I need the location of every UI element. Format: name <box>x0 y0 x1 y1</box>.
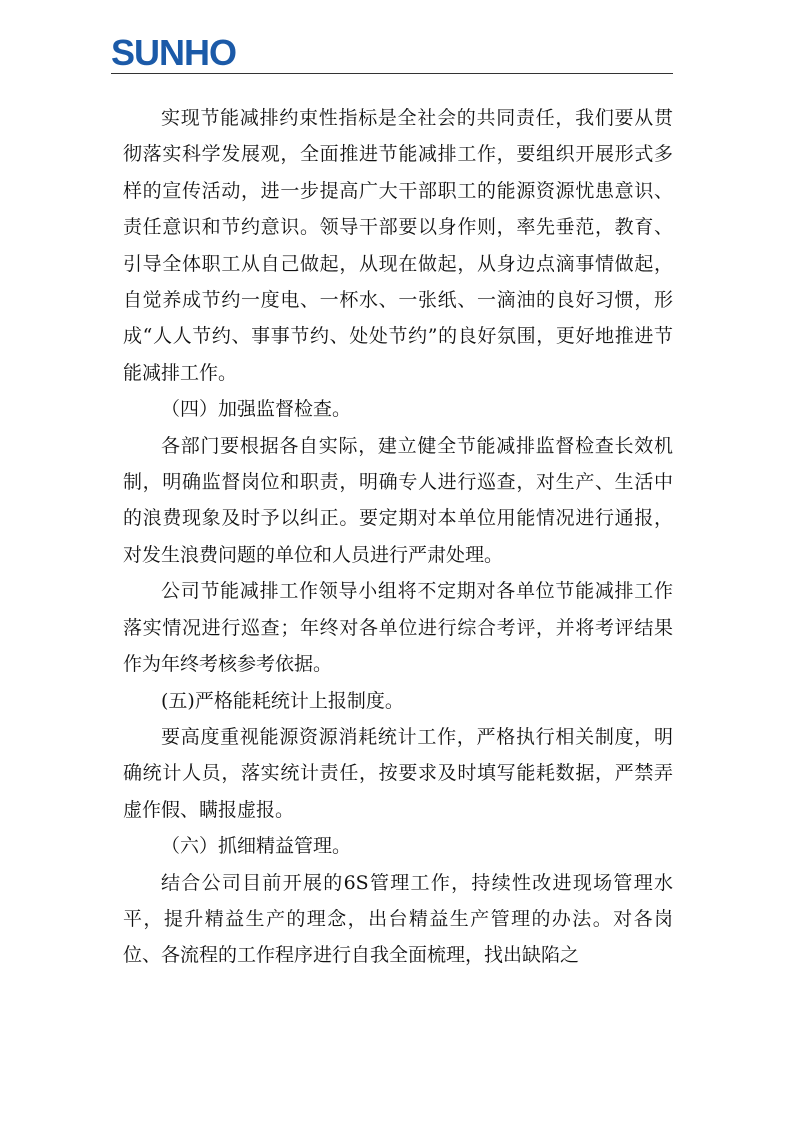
paragraph-lean-management: 结合公司目前开展的6S管理工作，持续性改进现场管理水平，提升精益生产的理念，出台精益生产管理的办法。对各岗位、各流程的工作程序进行自我全面梳理，找出缺陷之 <box>123 871 673 967</box>
paragraph-inspection-evaluation: 公司节能减排工作领导小组将不定期对各单位节能减排工作落实情况进行巡查；年终对各单位进行综合考评，并将考评结果作为年终考核参考依据。 <box>123 580 673 676</box>
document-body <box>123 100 673 974</box>
section-heading-lean-management: （六）抓细精益管理。 <box>161 835 352 858</box>
header-divider <box>111 73 673 74</box>
section-heading-supervision: （四）加强监督检查。 <box>161 398 352 421</box>
paragraph-energy-responsibility: 实现节能减排约束性指标是全社会的共同责任，我们要从贯彻落实科学发展观，全面推进节能减排工作，要组织开展形式多样的宣传活动，进一步提高广大干部职工的能源资源忧患意识、责任意识和节约意识。领导干部要以身作则，率先垂范，教育、引导全体职工从自己做起，从现在做起，从身边点滴事情做起，自觉养成节约一度电、一杯水、一张纸、一滴油的良好习惯，形成“人人节约、事事节约、处处节约”的良好氛围，更好地推进节能减排工作。 <box>123 107 673 384</box>
company-logo: SUNHO <box>111 32 237 73</box>
paragraph-statistics-work: 要高度重视能源资源消耗统计工作，严格执行相关制度，明确统计人员，落实统计责任，按要求及时填写能耗数据，严禁弄虚作假、瞒报虚报。 <box>123 725 673 821</box>
section-heading-statistics: (五)严格能耗统计上报制度。 <box>161 689 404 712</box>
paragraph-supervision-mechanism: 各部门要根据各自实际，建立健全节能减排监督检查长效机制，明确监督岗位和职责，明确专人进行巡查，对生产、生活中的浪费现象及时予以纠正。要定期对本单位用能情况进行通报，对发生浪费问题的单位和人员进行严肃处理。 <box>123 434 673 566</box>
